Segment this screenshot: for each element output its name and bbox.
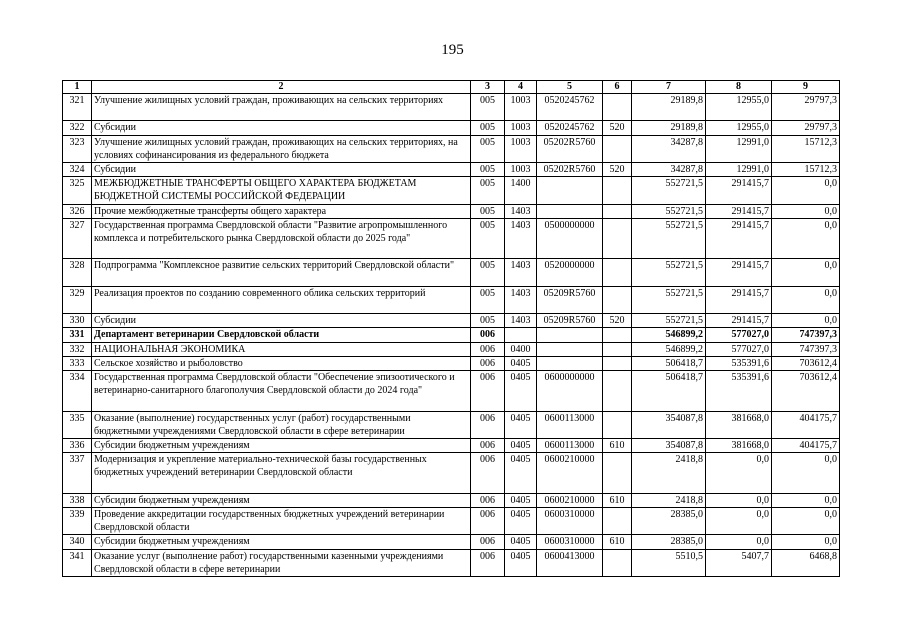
amount-year2-cell: 0,0 [706,493,772,507]
column-header: 5 [537,81,603,94]
row-number-cell: 338 [63,493,92,507]
amount-year3-cell: 747397,3 [772,342,840,356]
ministry-code-cell: 006 [471,328,505,342]
expense-type-cell [603,177,632,204]
amount-year3-cell: 0,0 [772,286,840,313]
item-name-cell: Проведение аккредитации государственных бюджетных учреждений ветеринарии Свердловской области [92,508,471,535]
amount-year2-cell: 12955,0 [706,121,772,135]
amount-year1-cell: 546899,2 [632,342,706,356]
expense-type-cell [603,218,632,259]
item-name-cell: Государственная программа Свердловской области "Развитие агропромышленного комплекса и потребительского рынка Свердловской области до 2025 года" [92,218,471,259]
row-number-cell: 333 [63,356,92,370]
item-name-cell: Государственная программа Свердловской области "Обеспечение эпизоотического и ветеринарно-санитарного благополучия Свердловской области до 2024 года" [92,371,471,412]
amount-year1-cell: 354087,8 [632,411,706,438]
item-name-cell: Сельское хозяйство и рыболовство [92,356,471,370]
section-code-cell: 0400 [505,342,537,356]
row-number-cell: 329 [63,286,92,313]
amount-year1-cell: 354087,8 [632,439,706,453]
amount-year3-cell: 404175,7 [772,411,840,438]
target-article-cell [537,356,603,370]
target-article-cell: 0600310000 [537,508,603,535]
row-number-cell: 339 [63,508,92,535]
ministry-code-cell: 006 [471,356,505,370]
table-row [63,121,840,135]
amount-year2-cell: 291415,7 [706,204,772,218]
amount-year1-cell: 2418,8 [632,493,706,507]
row-number-cell: 325 [63,177,92,204]
section-code-cell: 1003 [505,163,537,177]
amount-year2-cell: 535391,6 [706,371,772,412]
amount-year3-cell: 15712,3 [772,135,840,162]
expense-type-cell [603,286,632,313]
item-name-cell: Прочие межбюджетные трансферты общего характера [92,204,471,218]
target-article-cell: 0600210000 [537,453,603,494]
column-header: 6 [603,81,632,94]
amount-year1-cell: 552721,5 [632,314,706,328]
target-article-cell: 0600413000 [537,549,603,576]
amount-year3-cell: 404175,7 [772,439,840,453]
expense-type-cell [603,411,632,438]
section-code-cell: 0405 [505,549,537,576]
ministry-code-cell: 005 [471,259,505,286]
target-article-cell: 0520000000 [537,259,603,286]
ministry-code-cell: 005 [471,218,505,259]
item-name-cell: Модернизация и укрепление материально-технической базы государственных бюджетных учреждений ветеринарии Свердловской области [92,453,471,494]
section-code-cell: 1400 [505,177,537,204]
table-row [63,493,840,507]
budget-table [62,80,840,577]
target-article-cell: 0500000000 [537,218,603,259]
table-row [63,453,840,494]
table-row [63,259,840,286]
section-code-cell: 1003 [505,121,537,135]
target-article-cell: 05202R5760 [537,135,603,162]
expense-type-cell: 520 [603,163,632,177]
section-code-cell [505,328,537,342]
expense-type-cell: 520 [603,314,632,328]
row-number-cell: 340 [63,535,92,549]
column-header: 8 [706,81,772,94]
item-name-cell: Улучшение жилищных условий граждан, проживающих на сельских территориях, на условиях софинансирования из федерального бюджета [92,135,471,162]
expense-type-cell [603,453,632,494]
ministry-code-cell: 005 [471,286,505,313]
ministry-code-cell: 005 [471,177,505,204]
amount-year3-cell: 0,0 [772,535,840,549]
table-row [63,508,840,535]
row-number-cell: 337 [63,453,92,494]
amount-year2-cell: 291415,7 [706,259,772,286]
amount-year1-cell: 28385,0 [632,508,706,535]
ministry-code-cell: 005 [471,204,505,218]
item-name-cell: Оказание услуг (выполнение работ) государственными казенными учреждениями Свердловской области в сфере ветеринарии [92,549,471,576]
amount-year1-cell: 29189,8 [632,94,706,121]
row-number-cell: 335 [63,411,92,438]
column-header: 3 [471,81,505,94]
ministry-code-cell: 006 [471,453,505,494]
amount-year1-cell: 552721,5 [632,259,706,286]
amount-year1-cell: 506418,7 [632,371,706,412]
amount-year2-cell: 381668,0 [706,439,772,453]
amount-year2-cell: 291415,7 [706,177,772,204]
expense-type-cell [603,135,632,162]
column-header: 7 [632,81,706,94]
target-article-cell: 0600310000 [537,535,603,549]
ministry-code-cell: 006 [471,411,505,438]
row-number-cell: 324 [63,163,92,177]
item-name-cell: Подпрограмма "Комплексное развитие сельских территорий Свердловской области" [92,259,471,286]
table-row [63,549,840,576]
section-code-cell: 1403 [505,259,537,286]
table-row [63,163,840,177]
target-article-cell [537,204,603,218]
column-header: 9 [772,81,840,94]
section-code-cell: 1003 [505,94,537,121]
table-row [63,356,840,370]
amount-year1-cell: 2418,8 [632,453,706,494]
item-name-cell: Департамент ветеринарии Свердловской области [92,328,471,342]
row-number-cell: 331 [63,328,92,342]
table-row [63,411,840,438]
row-number-cell: 330 [63,314,92,328]
section-code-cell: 0405 [505,508,537,535]
expense-type-cell: 610 [603,493,632,507]
item-name-cell: Субсидии [92,121,471,135]
table-row [63,204,840,218]
column-header: 1 [63,81,92,94]
amount-year2-cell: 381668,0 [706,411,772,438]
amount-year1-cell: 34287,8 [632,163,706,177]
amount-year3-cell: 703612,4 [772,371,840,412]
amount-year2-cell: 0,0 [706,508,772,535]
amount-year2-cell: 12991,0 [706,163,772,177]
expense-type-cell [603,356,632,370]
amount-year1-cell: 552721,5 [632,286,706,313]
table-row [63,94,840,121]
amount-year2-cell: 0,0 [706,453,772,494]
section-code-cell: 0405 [505,356,537,370]
row-number-cell: 321 [63,94,92,121]
expense-type-cell [603,508,632,535]
amount-year1-cell: 552721,5 [632,218,706,259]
expense-type-cell [603,371,632,412]
target-article-cell: 0600210000 [537,493,603,507]
amount-year2-cell: 12955,0 [706,94,772,121]
ministry-code-cell: 005 [471,135,505,162]
amount-year1-cell: 546899,2 [632,328,706,342]
item-name-cell: Субсидии бюджетным учреждениям [92,535,471,549]
expense-type-cell [603,204,632,218]
expense-type-cell: 610 [603,535,632,549]
target-article-cell: 05209R5760 [537,286,603,313]
amount-year1-cell: 552721,5 [632,177,706,204]
amount-year1-cell: 506418,7 [632,356,706,370]
row-number-cell: 328 [63,259,92,286]
section-code-cell: 0405 [505,535,537,549]
table-row [63,218,840,259]
amount-year3-cell: 0,0 [772,218,840,259]
amount-year1-cell: 34287,8 [632,135,706,162]
target-article-cell: 0600113000 [537,439,603,453]
expense-type-cell [603,342,632,356]
amount-year2-cell: 577027,0 [706,342,772,356]
amount-year3-cell: 0,0 [772,508,840,535]
section-code-cell: 0405 [505,411,537,438]
target-article-cell: 05209R5760 [537,314,603,328]
header-row [63,81,840,94]
amount-year2-cell: 5407,7 [706,549,772,576]
table-row [63,328,840,342]
section-code-cell: 1003 [505,135,537,162]
amount-year1-cell: 5510,5 [632,549,706,576]
table-row [63,177,840,204]
row-number-cell: 326 [63,204,92,218]
ministry-code-cell: 006 [471,508,505,535]
item-name-cell: Субсидии бюджетным учреждениям [92,493,471,507]
item-name-cell: МЕЖБЮДЖЕТНЫЕ ТРАНСФЕРТЫ ОБЩЕГО ХАРАКТЕРА БЮДЖЕТАМ БЮДЖЕТНОЙ СИСТЕМЫ РОССИЙСКОЙ ФЕДЕРАЦИИ [92,177,471,204]
target-article-cell: 0520245762 [537,121,603,135]
ministry-code-cell: 006 [471,342,505,356]
section-code-cell: 0405 [505,371,537,412]
target-article-cell [537,328,603,342]
item-name-cell: НАЦИОНАЛЬНАЯ ЭКОНОМИКА [92,342,471,356]
target-article-cell [537,177,603,204]
amount-year3-cell: 29797,3 [772,94,840,121]
item-name-cell: Субсидии [92,163,471,177]
section-code-cell: 0405 [505,453,537,494]
table-row [63,371,840,412]
section-code-cell: 1403 [505,286,537,313]
ministry-code-cell: 006 [471,371,505,412]
amount-year2-cell: 12991,0 [706,135,772,162]
target-article-cell: 0520245762 [537,94,603,121]
amount-year2-cell: 0,0 [706,535,772,549]
amount-year2-cell: 291415,7 [706,286,772,313]
amount-year1-cell: 29189,8 [632,121,706,135]
ministry-code-cell: 006 [471,493,505,507]
target-article-cell [537,342,603,356]
amount-year2-cell: 291415,7 [706,218,772,259]
table-body [63,94,840,577]
table-row [63,439,840,453]
column-header: 4 [505,81,537,94]
expense-type-cell [603,259,632,286]
ministry-code-cell: 006 [471,535,505,549]
expense-type-cell: 520 [603,121,632,135]
amount-year3-cell: 0,0 [772,259,840,286]
table-row [63,342,840,356]
amount-year2-cell: 577027,0 [706,328,772,342]
row-number-cell: 323 [63,135,92,162]
row-number-cell: 341 [63,549,92,576]
amount-year3-cell: 0,0 [772,177,840,204]
row-number-cell: 334 [63,371,92,412]
row-number-cell: 332 [63,342,92,356]
item-name-cell: Реализация проектов по созданию современного облика сельских территорий [92,286,471,313]
ministry-code-cell: 005 [471,314,505,328]
row-number-cell: 327 [63,218,92,259]
item-name-cell: Улучшение жилищных условий граждан, проживающих на сельских территориях [92,94,471,121]
amount-year3-cell: 6468,8 [772,549,840,576]
page-number: 195 [441,42,464,58]
amount-year3-cell: 0,0 [772,493,840,507]
section-code-cell: 0405 [505,439,537,453]
expense-type-cell [603,94,632,121]
table-row [63,286,840,313]
amount-year2-cell: 291415,7 [706,314,772,328]
amount-year2-cell: 535391,6 [706,356,772,370]
expense-type-cell: 610 [603,439,632,453]
ministry-code-cell: 006 [471,549,505,576]
target-article-cell: 0600000000 [537,371,603,412]
item-name-cell: Оказание (выполнение) государственных услуг (работ) государственными бюджетными учреждениями Свердловской области в сфере ветеринарии [92,411,471,438]
ministry-code-cell: 005 [471,121,505,135]
amount-year3-cell: 29797,3 [772,121,840,135]
section-code-cell: 1403 [505,218,537,259]
ministry-code-cell: 006 [471,439,505,453]
amount-year3-cell: 703612,4 [772,356,840,370]
table-row [63,535,840,549]
amount-year3-cell: 15712,3 [772,163,840,177]
amount-year3-cell: 747397,3 [772,328,840,342]
expense-type-cell [603,549,632,576]
amount-year3-cell: 0,0 [772,453,840,494]
table-row [63,314,840,328]
target-article-cell: 05202R5760 [537,163,603,177]
table-row [63,135,840,162]
item-name-cell: Субсидии [92,314,471,328]
target-article-cell: 0600113000 [537,411,603,438]
section-code-cell: 0405 [505,493,537,507]
amount-year1-cell: 28385,0 [632,535,706,549]
ministry-code-cell: 005 [471,94,505,121]
item-name-cell: Субсидии бюджетным учреждениям [92,439,471,453]
amount-year3-cell: 0,0 [772,314,840,328]
ministry-code-cell: 005 [471,163,505,177]
section-code-cell: 1403 [505,204,537,218]
column-header: 2 [92,81,471,94]
row-number-cell: 336 [63,439,92,453]
expense-type-cell [603,328,632,342]
row-number-cell: 322 [63,121,92,135]
amount-year1-cell: 552721,5 [632,204,706,218]
amount-year3-cell: 0,0 [772,204,840,218]
section-code-cell: 1403 [505,314,537,328]
